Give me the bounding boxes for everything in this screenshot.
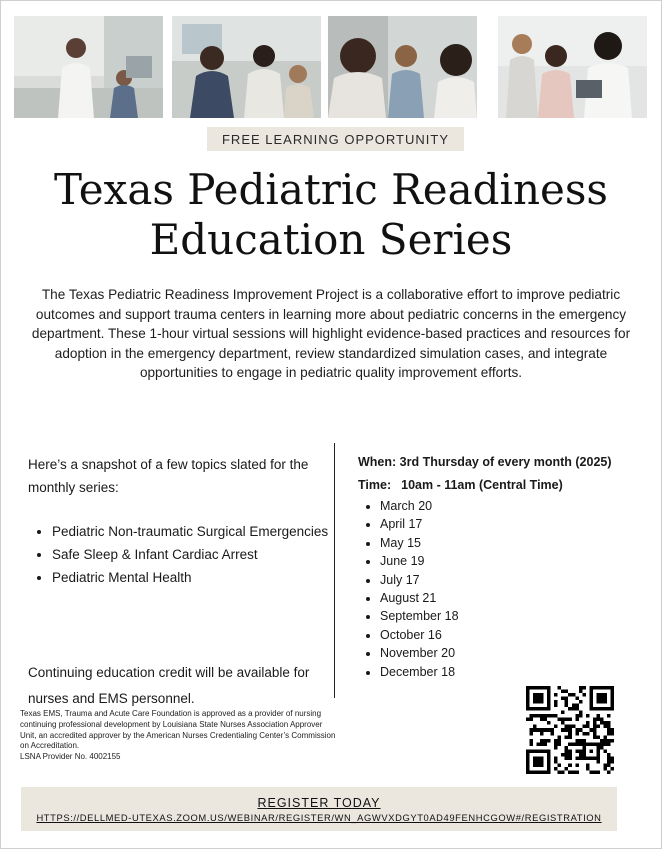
topic-item: • Safe Sleep & Infant Cardiac Arrest [52,543,352,566]
session-date: • November 20 [380,644,580,662]
session-date: • September 18 [380,607,580,625]
photo-boy-with-doctor [328,16,477,118]
topic-item: • Pediatric Mental Health [52,566,352,589]
session-date: • July 17 [380,571,580,589]
session-date: • April 17 [380,515,580,533]
session-date: • August 21 [380,589,580,607]
photo-doctor-with-tablet [498,16,647,118]
topic-item: • Pediatric Non-traumatic Surgical Emergencies [52,520,352,543]
registration-url-link[interactable]: HTTPS://DELLMED-UTEXAS.ZOOM.US/WEBINAR/REGISTER/WN_AGWVXDGYT0AD49FENHCGOW#/REGISTRATION [36,812,602,823]
session-date: • October 16 [380,626,580,644]
provider-number: LSNA Provider No. 4002155 [20,752,121,762]
photo-family-with-doctor [172,16,321,118]
session-date: • March 20 [380,497,580,515]
accreditation-statement [20,709,338,763]
session-date: • December 18 [380,663,580,681]
schedule-time [358,478,648,492]
intro-paragraph: The Texas Pediatric Readiness Improvement Project is a collaborative effort to improve pediatric outcomes and support trauma centers in learning more about pediatric concerns in the emergency department. These 1-hour virtual sessions will highlight evidence-based practices and resources for adoption in the emergency department, review standardized simulation cases, and integrate opportunities to engage in pediatric quality improvement efforts. [31,287,631,380]
time-label: Time: [358,478,392,492]
session-dates-list [360,497,580,681]
schedule-when: When: 3rd Thursday of every month (2025) [358,455,612,469]
session-date: • May 15 [380,534,580,552]
topics-list [32,520,352,589]
topics-intro: Here’s a snapshot of a few topics slated for the monthly series: [28,457,309,495]
continuing-education-note: Continuing education credit will be available for nurses and EMS personnel. [28,665,310,706]
register-today-link[interactable]: REGISTER TODAY [257,796,381,810]
free-learning-tag: FREE LEARNING OPPORTUNITY [207,127,464,151]
time-value: 10am - 11am (Central Time) [401,478,563,492]
photo-nurse-with-child [14,16,163,118]
page-title: Texas Pediatric Readiness Education Series [54,165,608,264]
session-date: • June 19 [380,552,580,570]
registration-qr-code[interactable] [526,686,614,774]
accreditation-text: Texas EMS, Trauma and Acute Care Foundation is approved as a provider of nursing continuing professional development by Louisiana State Nurses Association Approver Unit, an accredited approver by the American Nurses Credentialing Center’s Commission on Accreditation. [20,709,336,751]
register-banner [21,787,617,831]
